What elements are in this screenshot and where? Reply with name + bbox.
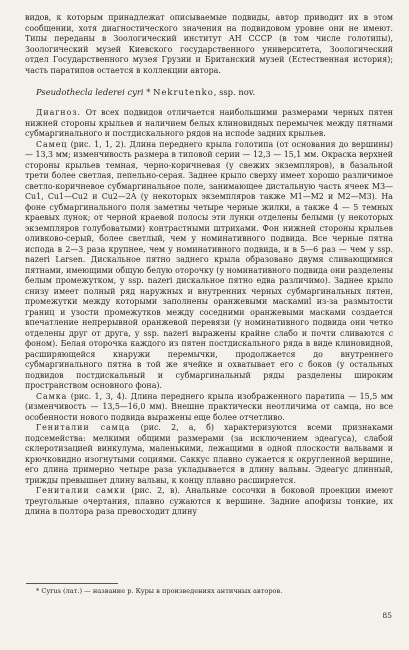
paragraph-label: Гениталии самки <box>36 486 127 495</box>
footnote: * Cyrus (лат.) — название р. Куры в произведениях античных авторов. <box>36 587 283 595</box>
page-number: 85 <box>382 611 392 620</box>
male-genitalia-paragraph <box>25 423 393 486</box>
paragraph-text: (рис. 1, 1, 2). Длина переднего крыла голотипа (от основания до вершины) — 13,3 мм; изменчивость размера в типовой серии — 12,3 — 15,1 мм. Окраска верхней стороны крыльев темная, черно-коричневая (у свежих экземпляров), в базальной трети более светлая, пепельно-серая. Заднее крыло сверху имеет хорошо различимое светло-коричневое субмаргинальное поле, занимающее дистальную часть ячеек M3—Cu1, Cu1—Cu2 и Cu2—2A (у некоторых экземпляров также M1—M2 и M2—M3). На фоне субмаргинального поля заметны четыре черные жилки, а также 4 — 5 темных краевых лунок; от черной краевой полосы эти лунки отделены белыми (у некоторых экземпляров голубоватыми) контрастными штрихами. Фон нижней стороны крыльев оливково-серый, более светлый, чем у номинативного подвида. Все черные пятна испода в 2—3 раза крупнее, чем у номинативного подвида, и в 5—6 раз — чем у ssp. nazeri Larsen. Дискальное пятно заднего крыла образовано двумя сливающимися пятнами, имеющими общую белую оторочку (у номинативного подвида они разделены белым промежутком, у ssp. nazeri дискальное пятно едва различимо). Заднее крыло снизу имеет полный ряд наружных и внутренних черных субмаргинальных пятен, промежутки между которыми заполнены оранжевыми маскамиl из-за размытости границ и узости промежутков между соседними оранжевыми масками создается впечатление непрерывной оранжевой перевязи (у номинативного подвида они четко отделены друг от друга, у ssp. nazeri выражены крайне слабо и почти сливаются с фоном). Белая оторочка каждого из пятен постдискального ряда в виде клиновидной, расширяющейся кнаружи перемычки, продолжается до внутреннего субмаргинального пятна в той же ячейке и охватывает его с боков (у остальных подвидов постдискальный и субмаргинальный ряды разделены широким пространством основного фона). <box>25 139 393 390</box>
footnote-divider <box>26 583 118 584</box>
paragraph-text: (рис. 1, 3, 4). Длина переднего крыла изображенного паратипа — 15,5 мм (изменчивость — 13,5—16,0 мм). Внешне практически неотличима от самца, но все особенности нового подвида выражены еще более отчетливо. <box>25 391 393 422</box>
paragraph-text: От всех подвидов отличается наибольшими размерами черных пятен нижней стороны крыльев и наличием белых клиновидных перемычек между пятнами субмаргинального и постдискального рядов на испode задних крыльев. <box>25 108 393 138</box>
male-paragraph <box>25 140 393 392</box>
heading-suffix: , ssp. nov. <box>213 87 256 97</box>
intro-paragraph: видов, к которым принадлежат описываемые подвиды, автор приводит их в этом сообщении, хотя диагностического значения на подвидовом уровне они не имеют. Типы переданы в Зоологический институт АН СССР (в том числе голотипы), Зоологический музей Киевского государственного университета, Зоологический отдел Государственного музея Грузии и Британский музей (Естественная история); часть паратипов остается в коллекции автора. <box>25 13 393 75</box>
subspecies-heading <box>25 87 393 98</box>
female-paragraph <box>25 392 393 424</box>
author-name: Nekrutenko <box>153 87 214 97</box>
paragraph-label: Гениталии самца <box>36 423 131 432</box>
diagnosis-paragraph <box>25 108 393 140</box>
female-genitalia-paragraph <box>25 486 393 518</box>
paragraph-label: Самец <box>36 139 68 149</box>
footnote-marker: * <box>143 87 154 97</box>
paragraph-label: Диагноз. <box>36 108 81 117</box>
paragraph-text: (рис. 2, в). Анальные сосочки в боковой проекции имеют треугольные очертания, плавно сужаются к вершине. Задние апофизы тонкие, их длина в полтора раза превосходит длину <box>25 486 393 516</box>
species-name: Pseudothecla lederei cyri <box>36 87 144 97</box>
paragraph-label: Самка <box>36 391 68 401</box>
paragraph-text: (рис. 2, а, б) характеризуются всеми признаками подсемейства: мелкими общими размерами (за исключением эдеагуса), слабой склеротизацией винкулума, маленькими, лежащими в одной плоскости вальвами и крючковидно изогнутыми социями. Саккус плавно сужается к округленной вершине, его длина примерно четыре раза укладывается в длину вальвы. Эдеагус длинный, трижды превышает длину вальвы, к концу плавно расширяется. <box>25 423 393 485</box>
